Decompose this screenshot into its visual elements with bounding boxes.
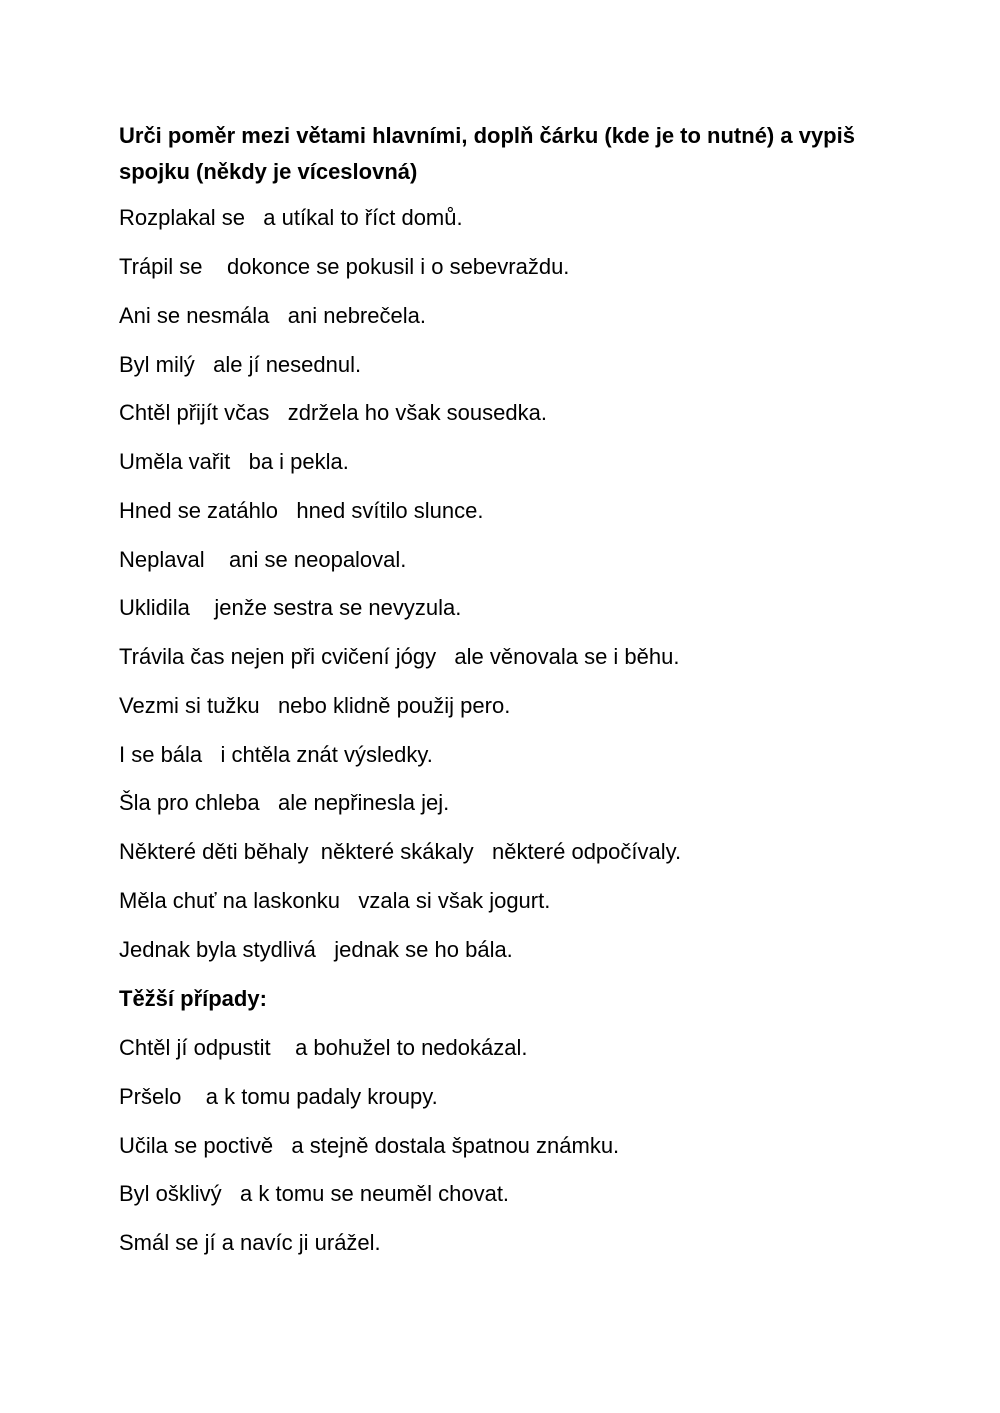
sentence-12: I se bála i chtěla znát výsledky. (119, 742, 433, 767)
sentence-5: Chtěl přijít včas zdržela ho však sousedka. (119, 400, 547, 425)
sentence-4: Byl milý ale jí nesednul. (119, 352, 362, 377)
harder-sentence-4: Byl ošklivý a k tomu se neuměl chovat. (119, 1181, 510, 1206)
sentence-11: Vezmi si tužku nebo klidně použij pero. (119, 693, 511, 718)
sentence-7: Hned se zatáhlo hned svítilo slunce. (119, 498, 484, 523)
sentence-15: Měla chuť na laskonku vzala si však jogurt. (119, 888, 551, 913)
harder-sentence-1: Chtěl jí odpustit a bohužel to nedokázal. (119, 1035, 528, 1060)
sentence-14: Některé děti běhaly některé skákaly některé odpočívaly. (119, 839, 682, 864)
sentence-3: Ani se nesmála ani nebrečela. (119, 303, 426, 328)
sentence-10: Trávila čas nejen při cvičení jógy ale věnovala se i běhu. (119, 644, 680, 669)
harder-cases-heading: Těžší případy: (119, 986, 267, 1011)
sentence-2: Trápil se dokonce se pokusil i o sebevraždu. (119, 254, 570, 279)
sentence-16: Jednak byla stydlivá jednak se ho bála. (119, 937, 513, 962)
sentence-9: Uklidila jenže sestra se nevyzula. (119, 595, 462, 620)
harder-sentence-3: Učila se poctivě a stejně dostala špatnou známku. (119, 1133, 620, 1158)
sentence-13: Šla pro chleba ale nepřinesla jej. (119, 790, 450, 815)
task-instruction-heading: Urči poměr mezi větami hlavními, doplň čárku (kde je to nutné) a vypiš spojku (někdy je víceslovná) (119, 123, 862, 184)
sentence-8: Neplaval ani se neopaloval. (119, 547, 407, 572)
sentence-6: Uměla vařit ba i pekla. (119, 449, 349, 474)
harder-sentence-2: Pršelo a k tomu padaly kroupy. (119, 1084, 438, 1109)
sentence-1: Rozplakal se a utíkal to říct domů. (119, 205, 463, 230)
harder-sentence-5: Smál se jí a navíc ji urážel. (119, 1230, 381, 1255)
